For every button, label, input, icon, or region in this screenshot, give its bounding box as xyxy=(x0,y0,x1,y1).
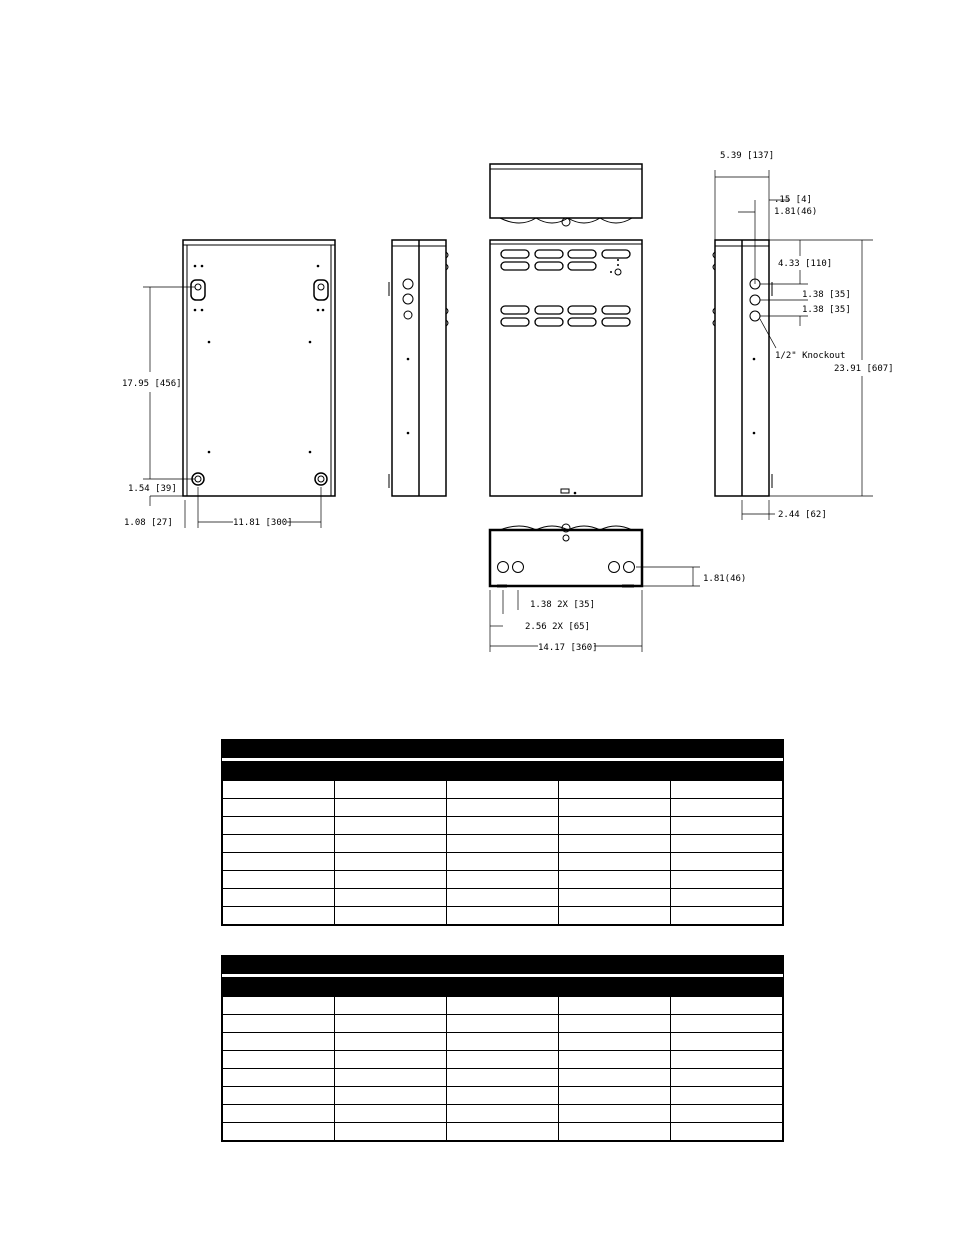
table-cell xyxy=(447,871,559,889)
table-cell xyxy=(447,1123,559,1141)
table-row xyxy=(223,799,783,817)
table-cell xyxy=(335,907,447,925)
table-cell xyxy=(671,853,783,871)
side-view xyxy=(389,240,448,496)
table-cell xyxy=(223,1087,335,1105)
table-cell xyxy=(223,871,335,889)
table-cell xyxy=(671,1069,783,1087)
dim-knockout-spacing-2: 1.38 [35] xyxy=(802,305,851,315)
table-cell xyxy=(447,889,559,907)
dim-mount-horizontal: 11.81 [300] xyxy=(233,518,293,528)
table-cell xyxy=(671,1123,783,1141)
table-cell xyxy=(671,799,783,817)
table-cell xyxy=(447,1105,559,1123)
dim-knockout-offset: 1.81(46) xyxy=(774,207,818,217)
table-row xyxy=(223,1123,783,1141)
table-row xyxy=(223,1051,783,1069)
table-header-bar xyxy=(222,956,783,974)
table-cell xyxy=(223,799,335,817)
table-cell xyxy=(559,1051,671,1069)
table-cell xyxy=(559,817,671,835)
dim-total-width: 14.17 [360] xyxy=(538,643,598,653)
table-cell xyxy=(559,1087,671,1105)
table-cell xyxy=(223,1123,335,1141)
top-view xyxy=(490,164,642,226)
table-cell xyxy=(223,1015,335,1033)
spec-table-1 xyxy=(221,739,784,926)
table-cell xyxy=(559,1033,671,1051)
table-cell xyxy=(671,1015,783,1033)
dim-wall-offset: .15 [4] xyxy=(774,195,812,205)
table-row xyxy=(223,889,783,907)
table-subheader-bar xyxy=(222,758,783,780)
table-row xyxy=(223,817,783,835)
table-cell xyxy=(671,817,783,835)
table-cell xyxy=(671,1051,783,1069)
table-cell xyxy=(223,1069,335,1087)
table-cell xyxy=(447,997,559,1015)
dim-bottom-spacing-1: 1.38 2X [35] xyxy=(530,600,596,610)
table-grid xyxy=(222,780,783,925)
table-cell xyxy=(671,1105,783,1123)
table-cell xyxy=(223,853,335,871)
table-row xyxy=(223,1015,783,1033)
dim-mount-bottom: 1.54 [39] xyxy=(128,484,177,494)
table-cell xyxy=(671,871,783,889)
spec-table-2 xyxy=(221,955,784,1142)
table-cell xyxy=(447,1015,559,1033)
dim-total-height: 23.91 [607] xyxy=(834,364,894,374)
table-cell xyxy=(335,1069,447,1087)
dim-total-depth: 5.39 [137] xyxy=(720,151,775,161)
table-row xyxy=(223,835,783,853)
table-cell xyxy=(335,871,447,889)
table-cell xyxy=(559,799,671,817)
table-cell xyxy=(447,835,559,853)
right-side-view xyxy=(713,170,873,520)
table-cell xyxy=(335,1087,447,1105)
table-cell xyxy=(447,853,559,871)
dim-bottom-spacing-2: 2.56 2X [65] xyxy=(525,622,591,632)
table-row xyxy=(223,871,783,889)
table-cell xyxy=(559,1069,671,1087)
table-cell xyxy=(559,997,671,1015)
table-row xyxy=(223,1033,783,1051)
table-cell xyxy=(223,1051,335,1069)
table-cell xyxy=(671,1087,783,1105)
table-cell xyxy=(447,1051,559,1069)
table-cell xyxy=(335,1015,447,1033)
table-cell xyxy=(335,817,447,835)
table-cell xyxy=(671,781,783,799)
table-cell xyxy=(447,781,559,799)
table-row xyxy=(223,907,783,925)
table-cell xyxy=(335,853,447,871)
table-header-bar xyxy=(222,740,783,758)
bottom-view xyxy=(490,524,700,652)
table-cell xyxy=(335,889,447,907)
table-row xyxy=(223,1069,783,1087)
table-row xyxy=(223,997,783,1015)
table-cell xyxy=(447,817,559,835)
table-row xyxy=(223,853,783,871)
dim-knockout-spacing-1: 1.38 [35] xyxy=(802,290,851,300)
table-cell xyxy=(223,997,335,1015)
knockout-callout: 1/2" Knockout xyxy=(775,351,846,361)
table-row xyxy=(223,781,783,799)
table-cell xyxy=(559,871,671,889)
table-cell xyxy=(223,817,335,835)
table-cell xyxy=(559,781,671,799)
table-cell xyxy=(447,1033,559,1051)
table-cell xyxy=(335,1051,447,1069)
table-cell xyxy=(559,835,671,853)
table-cell xyxy=(559,853,671,871)
table-subheader-bar xyxy=(222,974,783,996)
table-cell xyxy=(335,1033,447,1051)
table-cell xyxy=(335,1123,447,1141)
dim-knockout-top: 4.33 [110] xyxy=(778,259,833,269)
table-cell xyxy=(335,1105,447,1123)
front-view xyxy=(490,240,642,496)
dim-mount-left: 1.08 [27] xyxy=(124,518,173,528)
table-cell xyxy=(223,1033,335,1051)
table-cell xyxy=(671,997,783,1015)
table-cell xyxy=(223,907,335,925)
dim-side-depth: 2.44 [62] xyxy=(778,510,827,520)
table-cell xyxy=(223,781,335,799)
table-cell xyxy=(559,907,671,925)
table-cell xyxy=(335,799,447,817)
table-cell xyxy=(223,889,335,907)
table-cell xyxy=(447,1087,559,1105)
table-cell xyxy=(447,907,559,925)
table-cell xyxy=(671,907,783,925)
table-cell xyxy=(447,1069,559,1087)
table-cell xyxy=(447,799,559,817)
table-cell xyxy=(671,1033,783,1051)
table-cell xyxy=(559,1105,671,1123)
table-row xyxy=(223,1105,783,1123)
table-cell xyxy=(335,997,447,1015)
dim-mount-vertical: 17.95 [456] xyxy=(122,379,182,389)
table-cell xyxy=(223,1105,335,1123)
table-cell xyxy=(671,835,783,853)
table-row xyxy=(223,1087,783,1105)
table-cell xyxy=(335,781,447,799)
table-cell xyxy=(671,889,783,907)
dim-bottom-knockout-height: 1.81(46) xyxy=(703,574,747,584)
table-cell xyxy=(335,835,447,853)
table-cell xyxy=(559,1123,671,1141)
table-cell xyxy=(559,1015,671,1033)
table-grid xyxy=(222,996,783,1141)
table-cell xyxy=(559,889,671,907)
table-cell xyxy=(223,835,335,853)
